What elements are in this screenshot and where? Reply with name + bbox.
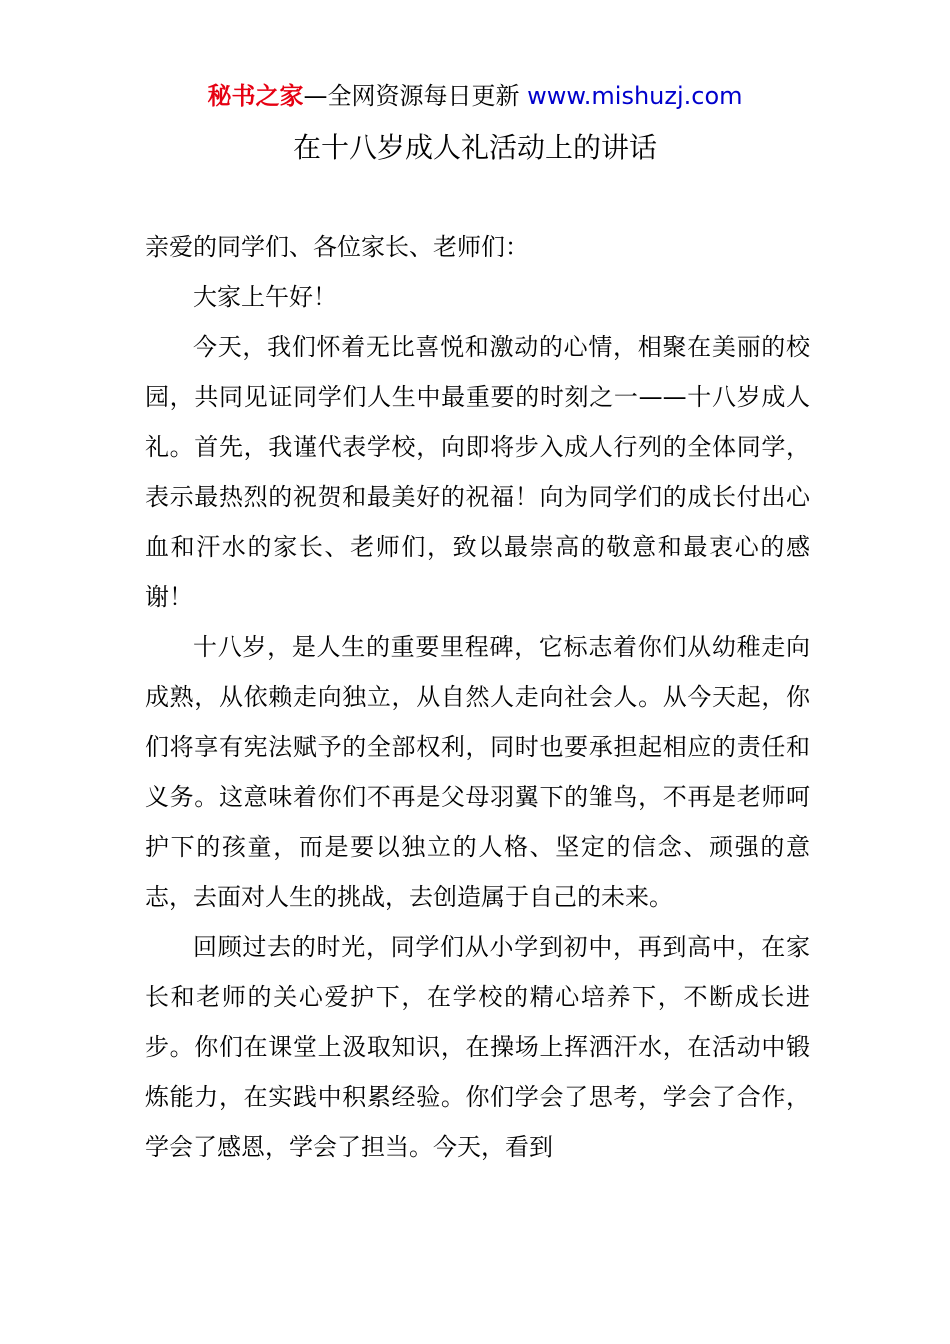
site-url-link[interactable]: www.mishuzj.com [527, 82, 743, 110]
header-tagline: —全网资源每日更新 [303, 82, 520, 110]
paragraph-review: 回顾过去的时光，同学们从小学到初中，再到高中，在家长和老师的关心爱护下，在学校的精心培养下，不断成长进步。你们在课堂上汲取知识，在操场上挥洒汗水，在活动中锻炼能力，在实践中积累经验。你们学会了思考，学会了合作，学会了感恩，学会了担当。今天，看到 [145, 933, 810, 1161]
paragraph-greeting: 大家上午好！ [193, 283, 337, 311]
salutation: 亲爱的同学们、各位家长、老师们： [145, 233, 529, 261]
document-body [145, 222, 810, 1172]
brand-name: 秘书之家 [207, 82, 304, 110]
paragraph-eighteen: 十八岁，是人生的重要里程碑，它标志着你们从幼稚走向成熟，从依赖走向独立，从自然人走向社会人。从今天起，你们将享有宪法赋予的全部权利，同时也要承担起相应的责任和义务。这意味着你们不再是父母羽翼下的雏鸟，不再是老师呵护下的孩童，而是要以独立的人格、坚定的信念、顽强的意志，去面对人生的挑战，去创造属于自己的未来。 [145, 633, 810, 911]
document-title: 在十八岁成人礼活动上的讲话 [292, 131, 657, 164]
paragraph-opening: 今天，我们怀着无比喜悦和激动的心情，相聚在美丽的校园，共同见证同学们人生中最重要的时刻之一——十八岁成人礼。首先，我谨代表学校，向即将步入成人行列的全体同学，表示最热烈的祝贺和最美好的祝福！向为同学们的成长付出心血和汗水的家长、老师们，致以最崇高的敬意和最衷心的感谢！ [145, 333, 810, 611]
site-header [0, 80, 950, 112]
